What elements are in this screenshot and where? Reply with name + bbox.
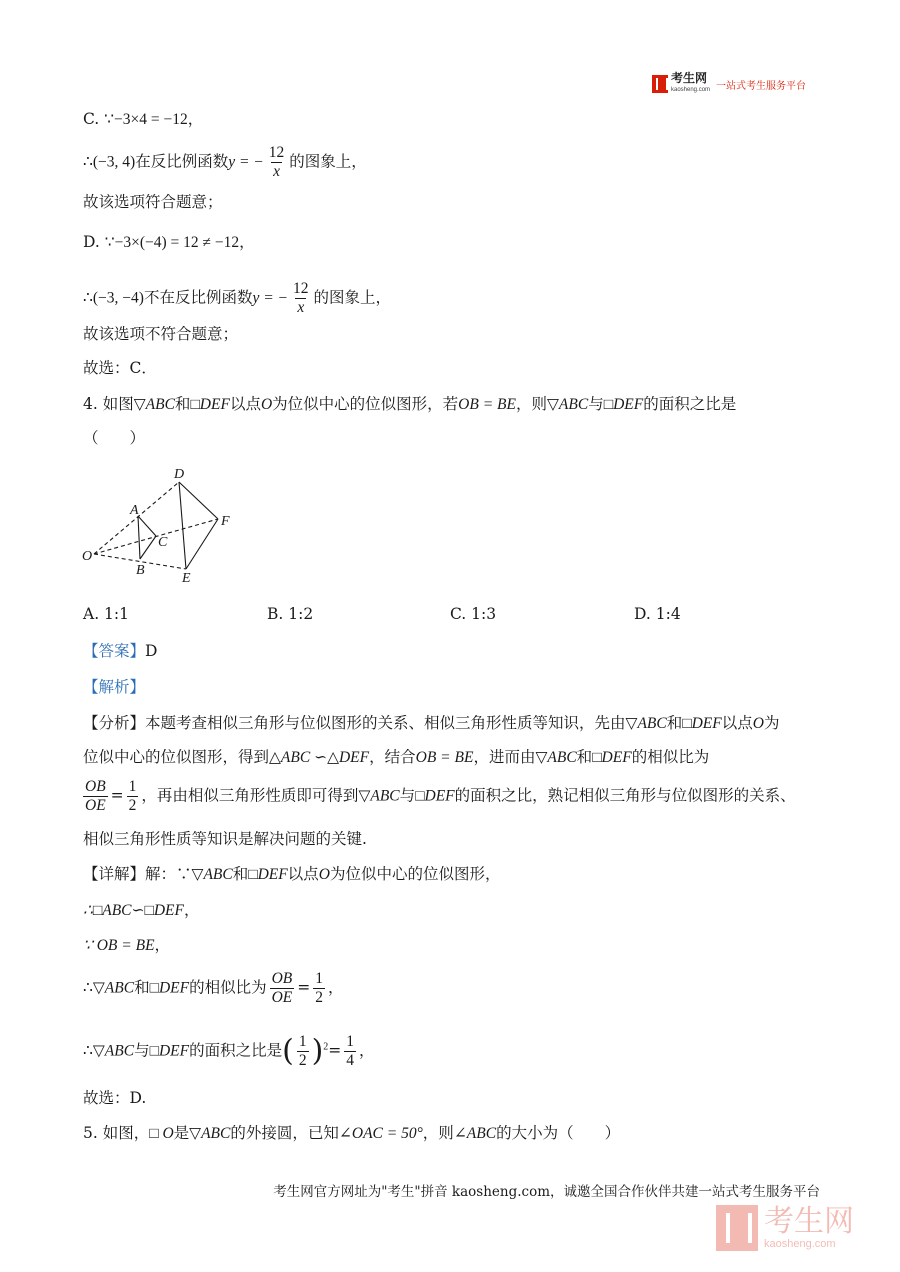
fraction: $\frac{12}{x}$: [268, 144, 285, 180]
choice-B: B. 1:2: [267, 605, 314, 623]
q4-stem: 4. 如图▽ABC和□DEF以点O为位似中心的位似图形，若OB = BE，则▽ABC与□DEF的面积之比是: [83, 395, 737, 413]
detail-line3: ∵ OB = BE，: [83, 936, 171, 954]
prev-choice: 故选：C．: [83, 359, 157, 377]
fenxi-line3: $\frac{OB}{OE}$ = $\frac{1}{2}$ ，再由相似三角形性质即可得到▽ABC与□DEF的面积之比，熟记相似三角形与位似图形的关系、: [85, 778, 796, 814]
watermark: [716, 1203, 876, 1253]
logo-name: 考生网: [671, 71, 708, 85]
label-O: O: [82, 549, 93, 564]
optD-line2: ∴(−3, −4)不在反比例函数y = − $\frac{12}{x}$ 的图象上，: [83, 280, 392, 316]
detail-line1: 【详解】解：∵▽ABC和□DEF以点O为位似中心的位似图形，: [83, 865, 501, 883]
label-A: A: [130, 503, 139, 518]
watermark-name: 考生网: [764, 1205, 854, 1238]
edge-DF: [179, 482, 218, 519]
header-logo: [652, 72, 806, 96]
answer-line: 【答案】D: [83, 642, 158, 660]
detail-line5: ∴▽ABC与□DEF的面积之比是( $\frac{1}{2}$ )$^2$= $\frac{1}{4}$ ，: [83, 1033, 375, 1069]
choice-D: D. 1:4: [634, 605, 681, 623]
optC-line3: 故该选项符合题意；: [83, 193, 223, 211]
kaosheng-watermark-icon: [716, 1205, 758, 1251]
fenxi-line1: 【分析】本题考查相似三角形与位似图形的关系、相似三角形性质等知识，先由▽ABC和□DEF以点O为: [83, 714, 780, 732]
optD-line3: 故该选项不符合题意；: [83, 325, 239, 343]
header-slogan: 一站式考生服务平台: [716, 80, 807, 92]
label-F: F: [221, 514, 230, 529]
edge-CB: [140, 536, 156, 559]
detail-line4: ∴▽ABC和□DEF的相似比为 $\frac{OB}{OE}$ = $\frac{1}{2}$ ，: [83, 970, 344, 1006]
optC-line2: ∴(−3, 4)在反比例函数y = − $\frac{12}{x}$ 的图象上，: [83, 144, 367, 180]
fenxi-line4: 相似三角形性质等知识是解决问题的关键.: [83, 830, 367, 848]
q5-stem: 5. 如图，□ O是▽ABC的外接圆，已知∠OAC = 50°，则∠ABC的大小为（ ）: [83, 1124, 621, 1142]
optC-line1: C. ∵−3×4 = −12，: [83, 110, 204, 128]
edge-DE: [179, 482, 186, 569]
label-B: B: [136, 563, 145, 578]
label-D: D: [174, 467, 185, 482]
watermark-url: kaosheng.com: [764, 1238, 836, 1250]
logo-url: kaosheng.com: [671, 87, 711, 93]
analysis-tag: 【解析】: [83, 678, 146, 696]
detail-choice: 故选：D.: [83, 1089, 147, 1107]
label-C: C: [158, 535, 168, 550]
kaosheng-logo-icon: [652, 75, 668, 93]
page-footer: 考生网官方网址为"考生"拼音 kaosheng.com，诚邀全国合作伙伴共建一站式考生服务平台: [273, 1184, 820, 1200]
q4-paren: （ ）: [83, 429, 146, 447]
label-E: E: [182, 571, 191, 586]
fenxi-line2: 位似中心的位似图形，得到△ABC ∽△DEF，结合OB = BE，进而由▽ABC和□DEF的相似比为: [83, 748, 710, 766]
choice-C: C. 1:3: [450, 605, 497, 623]
fraction: $\frac{12}{x}$: [293, 280, 309, 316]
detail-line2: ∴□ABC∽□DEF，: [83, 901, 200, 919]
homothety-figure: [78, 462, 248, 587]
edge-AB: [138, 516, 140, 559]
edge-AC: [138, 516, 156, 536]
optD-line1: D. ∵−3×(−4) = 12 ≠ −12，: [83, 233, 255, 251]
choice-A: A. 1:1: [83, 605, 129, 623]
